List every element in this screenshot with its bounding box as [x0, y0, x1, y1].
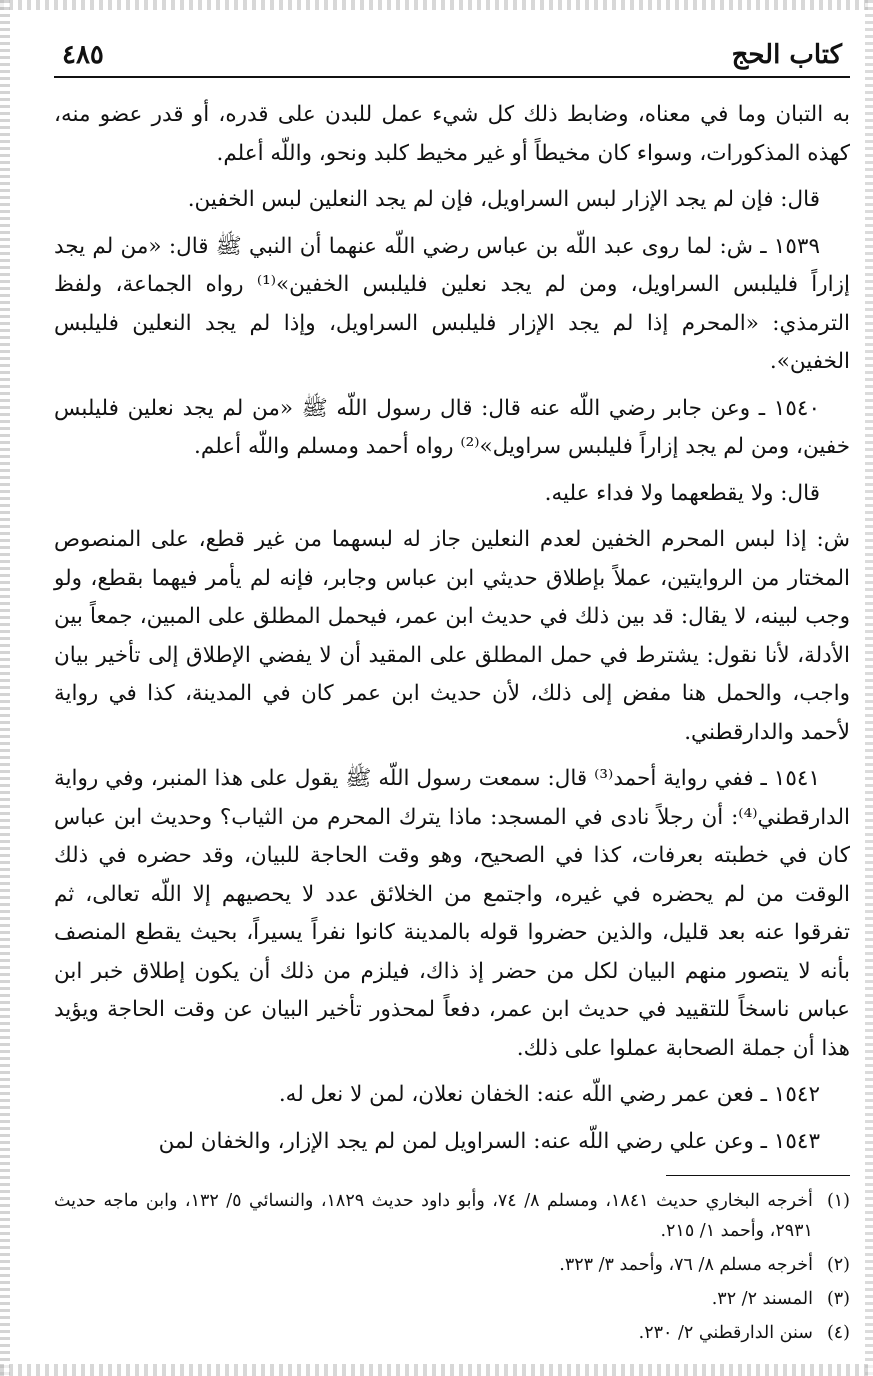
footnotes — [54, 1186, 850, 1348]
book-page — [54, 30, 850, 1352]
paragraph: ١٥٣٩ ـ ش: لما روى عبد اللّه بن عباس رضي اللّه عنهما أن النبي ﷺ قال: «من لم يجد إزاراً فليلبس السراويل، ومن لم يجد نعلين فليلبس الخفين»⁽¹⁾ رواه الجماعة، ولفظ الترمذي: «المحرم إذا لم يجد الإزار فليلبس السراويل، وإذا لم يجد النعلين فليلبس الخفين». — [54, 233, 850, 374]
footnote — [54, 1186, 850, 1246]
book-title: كتاب الحج — [731, 40, 842, 70]
footnote — [54, 1318, 850, 1348]
paragraph: ١٥٤٣ ـ وعن علي رضي اللّه عنه: السراويل لمن لم يجد الإزار، والخفان لمن — [158, 1128, 820, 1154]
main-text — [54, 96, 850, 1161]
footnote-number: (٤) — [826, 1323, 850, 1343]
running-header — [54, 30, 850, 78]
paragraph: قال: فإن لم يجد الإزار لبس السراويل، فإن لم يجد النعلين لبس الخفين. — [187, 187, 820, 212]
footnote-text: سنن الدارقطني ٢/ ٢٣٠. — [638, 1323, 813, 1343]
page-border-top — [0, 0, 873, 10]
footnote-number: (٣) — [826, 1289, 850, 1309]
footnote-number: (١) — [826, 1191, 850, 1211]
footnote-text: أخرجه البخاري حديث ١٨٤١، ومسلم ٨/ ٧٤، وأبو داود حديث ١٨٢٩، والنسائي ٥/ ١٣٢، وابن ماجه حديث ٢٩٣١، وأحمد ١/ ٢١٥. — [54, 1191, 813, 1241]
page-border-right — [865, 0, 873, 1376]
paragraph: به التبان وما في معناه، وضابط ذلك كل شيء عمل للبدن على قدره، أو قدر عضو منه، كهذه المذكورات، وسواء كان مخيطاً أو غير مخيط كلبد ونحو، واللّه أعلم. — [54, 102, 850, 166]
page-number: ٤٨٥ — [62, 40, 104, 70]
paragraph: ش: إذا لبس المحرم الخفين لعدم النعلين جاز له لبسهما من غير قطع، على المنصوص المختار من الروايتين، عملاً بإطلاق حديثي ابن عباس وجابر، فإنه لم يأمر فيهما بقطع، ولو وجب لبينه، لا يقال: قد بين ذلك في حديث ابن عمر، فيحمل المطلق على المبين، جمعاً بين الأدلة، لأنا نقول: يشترط في حمل المطلق على المقيد أن لا يفضي الإطلاق إلى تأخير بيان واجب، والحمل هنا مفض إلى ذلك، لأن حديث ابن عمر كان في المدينة، كذا في رواية لأحمد والدارقطني. — [54, 527, 850, 745]
footnote-text: المسند ٢/ ٣٢. — [711, 1289, 813, 1309]
footnote — [54, 1250, 850, 1280]
footnote-number: (٢) — [826, 1255, 850, 1275]
page-border-left — [0, 0, 10, 1376]
page-border-bottom — [0, 1364, 873, 1376]
footnote-text: أخرجه مسلم ٨/ ٧٦، وأحمد ٣/ ٣٢٣. — [559, 1255, 813, 1275]
paragraph: قال: ولا يقطعهما ولا فداء عليه. — [544, 480, 820, 506]
paragraph: ١٥٤١ ـ ففي رواية أحمد⁽³⁾ قال: سمعت رسول اللّه ﷺ يقول على هذا المنبر، وفي رواية الدارقطني⁽⁴⁾: أن رجلاً نادى في المسجد: ماذا يترك المحرم من الثياب؟ وحديث ابن عباس كان في خطبته بعرفات، كذا في الصحيح، وهو وقت الحاجة للبيان، وقد حضره في ذلك الوقت من لم يحضره في غيره، واجتمع من الخلائق عدد لا يحصيهم إلا اللّه تعالى، ثم تفرقوا عنه بعد قليل، والذين حضروا قوله بالمدينة كانوا نفراً يسيراً، بحيث يقطع المنصف بأنه لا يتصور منهم البيان لكل من حضر إذ ذاك، فيلزم من ذلك أن يكون إطلاق خبر ابن عباس ناسخاً للتقييد في حديث ابن عمر، دفعاً لمحذور تأخير البيان عن وقت الحاجة ويؤيد هذا أن جملة الصحابة عملوا على ذلك. — [54, 766, 850, 1061]
paragraph: ١٥٤٠ ـ وعن جابر رضي اللّه عنه قال: قال رسول اللّه ﷺ «من لم يجد نعلين فليلبس خفين، ومن لم يجد إزاراً فليلبس سراويل»⁽²⁾ رواه أحمد ومسلم واللّه أعلم. — [54, 395, 850, 459]
footnote-separator — [666, 1175, 850, 1176]
paragraph: ١٥٤٢ ـ فعن عمر رضي اللّه عنه: الخفان نعلان، لمن لا نعل له. — [278, 1082, 820, 1107]
footnote — [54, 1284, 850, 1314]
